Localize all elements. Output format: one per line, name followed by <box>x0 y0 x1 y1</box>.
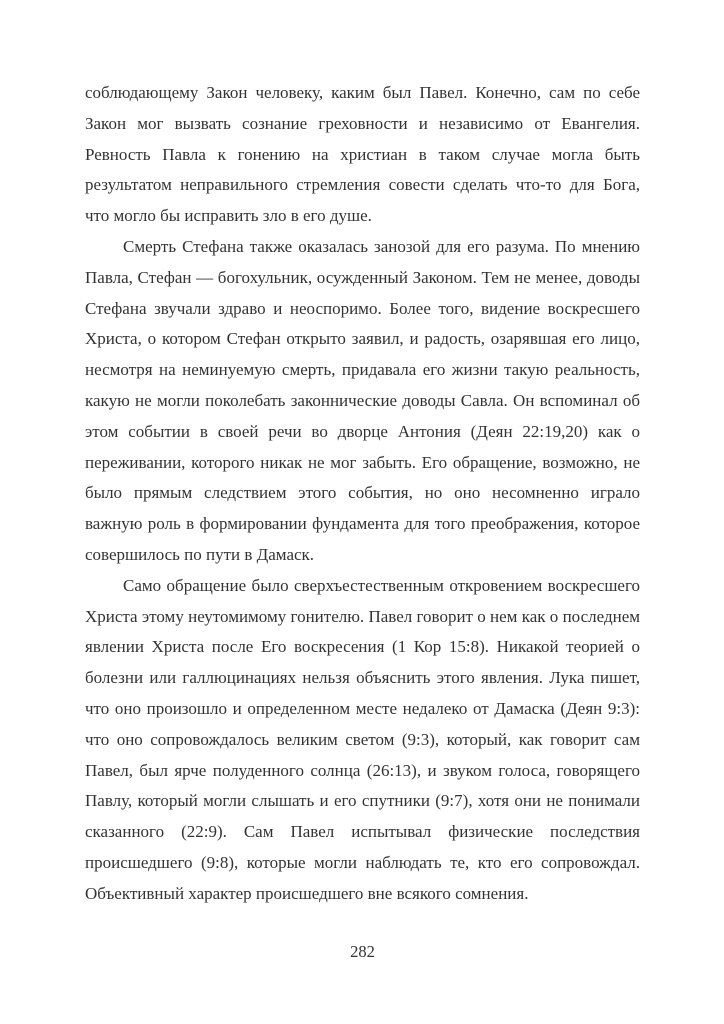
body-text <box>85 78 640 910</box>
paragraph-conversion: Само обращение было сверхъестественным откровением воскресшего Христа этому неутомимому гонителю. Павел говорит о нем как о последнем явлении Христа после Его воскресения (1 Кор 15:8). Никакой теорией о болезни или галлюцинациях нельзя объяснить этого явления. Лука пишет, что оно произошло и определенном месте недалеко от Дамаска (Деян 9:3): что оно сопровождалось великим светом (9:3), который, как говорит сам Павел, был ярче полуденного солнца (26:13), и звуком голоса, говорящего Павлу, который могли слышать и его спутники (9:7), хотя они не понимали сказанного (22:9). Сам Павел испытывал физические последствия происшедшего (9:8), которые могли наблюдать те, кто его сопровождал. Объективный характер происшедшего вне всякого сомнения. <box>85 575 640 903</box>
page-number: 282 <box>350 942 375 961</box>
paragraph-continuation: соблюдающему Закон человеку, каким был Павел. Конечно, сам по себе Закон мог вызвать сознание греховности и независимо от Евангелия. Ревность Павла к гонению на христиан в таком случае могла быть результатом неправильного стремления совести сделать что-то для Бога, что могло бы исправить зло в его душе. <box>85 83 640 226</box>
paragraph-stephen-death: Смерть Стефана также оказалась занозой для его разума. По мнению Павла, Стефан — богохульник, осужденный Законом. Тем не менее, доводы Стефана звучали здраво и неоспоримо. Более того, видение воскресшего Христа, о котором Стефан открыто заявил, и радость, озарявшая его лицо, несмотря на неминуемую смерть, придавала его жизни такую реальность, какую не могли поколебать законнические доводы Савла. Он вспоминал об этом событии в своей речи во дворце Антония (Деян 22:19,20) как о переживании, которого никак не мог забыть. Его обращение, возможно, не было прямым следствием этого события, но оно несомненно играло важную роль в формировании фундамента для того преображения, которое совершилось по пути в Дамаск. <box>85 236 640 564</box>
